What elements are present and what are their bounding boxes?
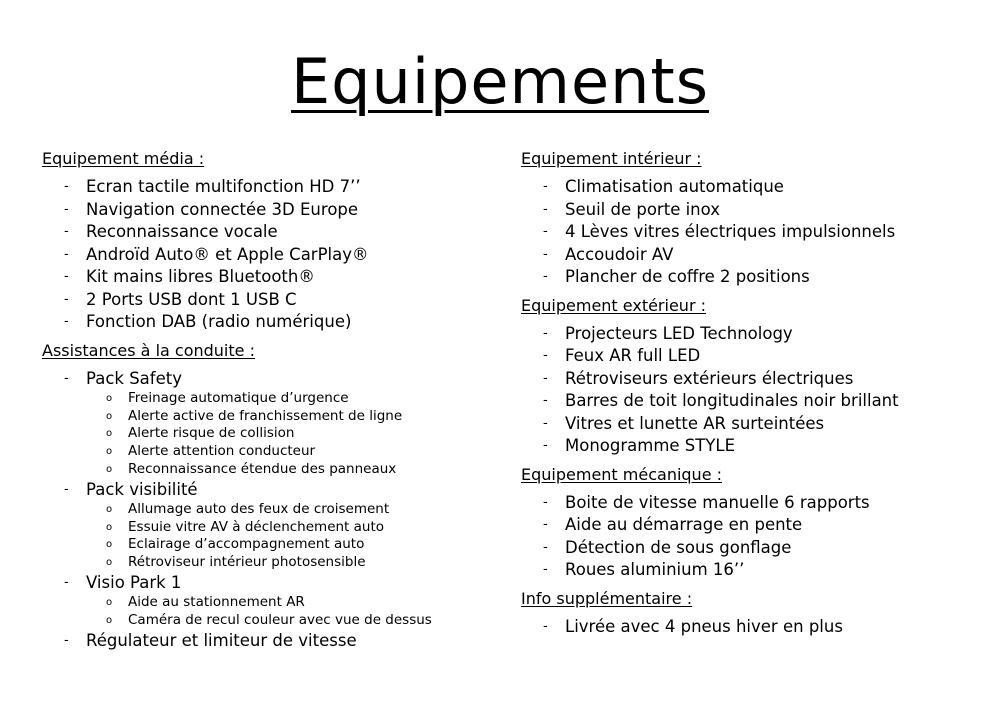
item-label: Climatisation automatique: [565, 177, 784, 196]
dash-marker: -: [543, 562, 548, 577]
dash-marker: -: [543, 179, 548, 194]
list-item: [521, 244, 981, 267]
dash-marker: -: [64, 291, 69, 307]
bullet-marker: o: [106, 504, 113, 516]
dash-marker: -: [543, 517, 548, 532]
bullet-marker: o: [106, 521, 113, 533]
dash-marker: -: [64, 574, 69, 590]
list-item: [42, 266, 502, 289]
item-label: Ecran tactile multifonction HD 7’’: [86, 177, 361, 196]
dash-marker: -: [543, 494, 548, 510]
list-item: [42, 311, 502, 334]
item-label: Rétroviseurs extérieurs électriques: [565, 368, 854, 388]
dash-marker: -: [64, 179, 69, 194]
dash-marker: -: [64, 269, 69, 284]
list-item: [521, 368, 981, 391]
list-item: [521, 559, 981, 582]
item-label: Régulateur et limiteur de vitesse: [86, 630, 357, 650]
list-item: [521, 345, 981, 368]
item-label: Monogramme STYLE: [565, 436, 736, 455]
sub-list-item: [86, 554, 502, 572]
sub-item-list: [86, 390, 502, 479]
list-item: [521, 266, 981, 289]
item-label: Kit mains libres Bluetooth®: [86, 267, 315, 286]
section-title: Equipement mécanique :: [521, 464, 723, 484]
list-item: [521, 199, 981, 222]
dash-marker: -: [64, 246, 69, 262]
item-label: Détection de sous gonflage: [565, 537, 792, 557]
dash-marker: -: [543, 325, 548, 341]
dash-marker: -: [543, 539, 548, 555]
sub-item-label: Freinage automatique d’urgence: [128, 390, 349, 406]
item-label: 2 Ports USB dont 1 USB C: [86, 289, 297, 309]
section: [521, 148, 981, 289]
sub-list-item: [86, 408, 502, 426]
item-label: Livrée avec 4 pneus hiver en plus: [565, 616, 843, 636]
dash-marker: -: [543, 438, 548, 453]
sub-list-item: [86, 519, 502, 537]
item-label: 4 Lèves vitres électriques impulsionnels: [565, 222, 896, 241]
list-item: [521, 616, 981, 639]
item-label: Roues aluminium 16’’: [565, 560, 745, 579]
section-title: Equipement média :: [42, 149, 205, 168]
list-item: [521, 221, 981, 244]
list-item: [521, 176, 981, 199]
dash-marker: -: [543, 393, 548, 408]
list-item: [521, 492, 981, 515]
sub-list-item: [86, 536, 502, 554]
item-label: Fonction DAB (radio numérique): [86, 312, 352, 331]
sub-list-item: [86, 443, 502, 461]
dash-marker: -: [64, 632, 69, 648]
list-item: [42, 176, 502, 199]
item-label: Visio Park 1: [86, 572, 182, 592]
dash-marker: -: [543, 415, 548, 431]
item-label: Navigation connectée 3D Europe: [86, 199, 359, 219]
sub-list-item: [86, 501, 502, 519]
item-list: [42, 176, 502, 334]
sub-item-label: Alerte risque de collision: [128, 425, 295, 442]
dash-marker: -: [64, 224, 69, 239]
page-title-text: Equipements: [291, 45, 709, 118]
list-item: [521, 413, 981, 436]
section: [521, 295, 981, 458]
section: [521, 464, 981, 582]
sub-item-label: Alerte attention conducteur: [128, 443, 316, 460]
sub-item-label: Rétroviseur intérieur photosensible: [128, 554, 366, 571]
list-item: [521, 390, 981, 413]
section: [42, 148, 502, 334]
list-item: [42, 368, 502, 479]
section-title: Info supplémentaire :: [521, 588, 693, 608]
bullet-marker: o: [106, 393, 113, 404]
sub-list-item: [86, 612, 502, 630]
bullet-marker: o: [106, 597, 113, 609]
list-item: [42, 572, 502, 630]
item-label: Vitres et lunette AR surteintées: [565, 413, 825, 433]
section: [42, 340, 502, 653]
list-item: [521, 323, 981, 346]
sub-item-label: Aide au stationnement AR: [128, 594, 305, 611]
item-list: [521, 176, 981, 289]
sub-item-label: Alerte active de franchissement de ligne: [128, 407, 403, 424]
list-item: [42, 479, 502, 572]
item-list: [42, 368, 502, 653]
sub-list-item: [86, 425, 502, 443]
sub-item-label: Reconnaissance étendue des panneaux: [128, 460, 397, 477]
page-title: [0, 44, 1000, 120]
bullet-marker: o: [106, 446, 113, 458]
bullet-marker: o: [106, 410, 113, 422]
section-title: Equipement extérieur :: [521, 295, 706, 315]
bullet-marker: o: [106, 428, 113, 440]
item-label: Pack visibilité: [86, 479, 198, 499]
dash-marker: -: [64, 481, 69, 497]
sub-list-item: [86, 390, 502, 408]
bullet-marker: o: [106, 615, 113, 627]
item-label: Androïd Auto® et Apple CarPlay®: [86, 244, 369, 264]
sub-list-item: [86, 461, 502, 479]
sub-list-item: [86, 594, 502, 612]
item-label: Aide au démarrage en pente: [565, 515, 803, 534]
bullet-marker: o: [106, 539, 113, 551]
list-item: [521, 537, 981, 560]
list-item: [42, 221, 502, 244]
item-label: Accoudoir AV: [565, 244, 674, 264]
list-item: [521, 514, 981, 537]
item-label: Projecteurs LED Technology: [565, 323, 793, 343]
sub-item-label: Caméra de recul couleur avec vue de dessus: [128, 612, 432, 629]
list-item: [42, 289, 502, 312]
dash-marker: -: [543, 269, 548, 284]
left-column: [42, 148, 502, 658]
item-label: Reconnaissance vocale: [86, 222, 278, 241]
sub-item-label: Eclairage d’accompagnement auto: [128, 536, 365, 553]
section-title: Equipement intérieur :: [521, 149, 702, 168]
list-item: [42, 244, 502, 267]
item-label: Plancher de coffre 2 positions: [565, 267, 810, 286]
item-list: [521, 492, 981, 582]
right-column: [521, 148, 981, 644]
sub-item-label: Essuie vitre AV à déclenchement auto: [128, 518, 385, 535]
dash-marker: -: [64, 314, 69, 329]
bullet-marker: o: [106, 463, 113, 475]
item-label: Pack Safety: [86, 368, 182, 388]
sub-item-list: [86, 501, 502, 572]
sub-item-list: [86, 594, 502, 629]
dash-marker: -: [543, 618, 548, 634]
section: [521, 588, 981, 639]
dash-marker: -: [543, 348, 548, 363]
dash-marker: -: [543, 224, 548, 239]
dash-marker: -: [543, 201, 548, 217]
list-item: [42, 630, 502, 653]
bullet-marker: o: [106, 557, 113, 569]
dash-marker: -: [64, 370, 69, 386]
dash-marker: -: [543, 370, 548, 386]
item-list: [521, 323, 981, 458]
section-title: Assistances à la conduite :: [42, 340, 255, 360]
item-label: Feux AR full LED: [565, 346, 701, 365]
list-item: [42, 199, 502, 222]
item-list: [521, 616, 981, 639]
item-label: Boite de vitesse manuelle 6 rapports: [565, 492, 870, 512]
dash-marker: -: [543, 246, 548, 262]
sub-item-label: Allumage auto des feux de croisement: [128, 501, 390, 518]
item-label: Seuil de porte inox: [565, 199, 720, 219]
dash-marker: -: [64, 201, 69, 217]
list-item: [521, 435, 981, 458]
item-label: Barres de toit longitudinales noir brillant: [565, 391, 899, 410]
